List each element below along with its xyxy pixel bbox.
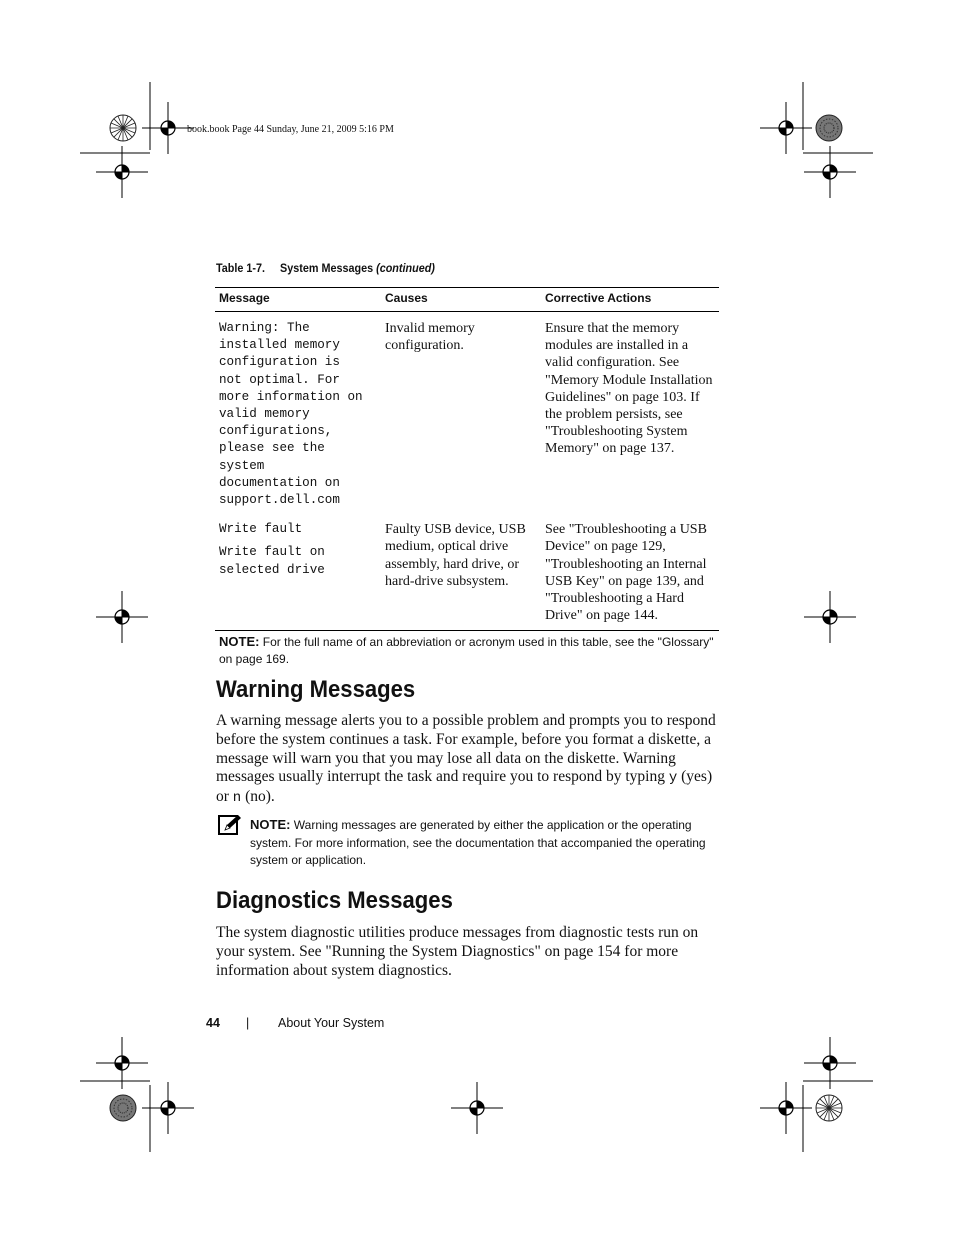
message-text: Write fault: [219, 522, 303, 537]
footer-section: About Your System: [278, 1016, 385, 1030]
table-caption-continued: (continued): [376, 261, 435, 275]
warning-note-label: NOTE:: [250, 817, 291, 832]
diagnostics-paragraph: The system diagnostic utilities produce messages from diagnostic tests run on your system. See "Running the System Diagnostics" on page 154 for more information about system diagnostics.: [216, 924, 699, 979]
warning-text-a: A warning message alerts you to a possible problem and prompts you to respond before the system continues a task. For example, before you format a diskette, a message will warn you that you may lose all data on the diskette. Warning messages usually interrupt the task and require you to respond by typing: [216, 712, 716, 786]
header-corrective-actions: Corrective Actions: [541, 288, 719, 312]
table-note-row: [215, 631, 719, 671]
message-cell: [215, 513, 381, 631]
action-cell: See "Troubleshooting a USB Device" on page 129, "Troubleshooting an Internal USB Key" on page 139, and "Troubleshooting a Hard Drive" on page 144.: [541, 513, 719, 631]
table-caption-label: Table 1-7.: [216, 261, 266, 275]
warning-text-c: (no).: [241, 788, 275, 806]
crop-header: book.book Page 44 Sunday, June 21, 2009 5:16 PM: [187, 124, 394, 135]
key-n: n: [232, 790, 242, 807]
table-header-row: [215, 288, 719, 312]
note-pencil-icon: [218, 815, 242, 837]
page-number: 44: [206, 1016, 220, 1030]
table-row: [215, 513, 719, 631]
diagnostics-heading: Diagnostics Messages: [216, 887, 453, 914]
message-cell: Warning: The installed memory configuration is not optimal. For more information on valid memory configurations, please see the system documentation on support.dell.com: [219, 321, 363, 508]
warning-note: [250, 816, 718, 870]
system-messages-table: [215, 287, 719, 670]
warning-heading: Warning Messages: [216, 676, 416, 703]
table-note-text: For the full name of an abbreviation or acronym used in this table, see the "Glossary" on page 169.: [219, 635, 714, 667]
message-text-2: Write fault on selected drive: [219, 545, 325, 577]
footer-separator: |: [246, 1016, 250, 1030]
key-y: y: [668, 770, 678, 787]
header-causes: Causes: [381, 288, 541, 312]
cause-cell: Invalid memory configuration.: [385, 321, 475, 354]
table-row: [215, 312, 719, 514]
table-caption: [216, 261, 435, 275]
action-cell: Ensure that the memory modules are installed in a valid configuration. See "Memory Module Installation Guidelines" on page 103. If the problem persists, see "Troubleshooting System Memory" on page 137.: [545, 321, 713, 457]
table-note: [215, 631, 719, 671]
table-caption-title: System Messages: [280, 261, 374, 275]
warning-paragraph: [216, 712, 720, 808]
warning-text-b: (yes) or: [216, 768, 713, 806]
table-note-label: NOTE:: [219, 634, 260, 650]
warning-note-text: Warning messages are generated by either the application or the operating system. For more information, see the documentation that accompanied the operating system or application.: [250, 818, 706, 867]
cause-cell: Faulty USB device, USB medium, optical drive assembly, hard drive, or hard-drive subsystem.: [381, 513, 541, 631]
header-message: Message: [215, 288, 381, 312]
